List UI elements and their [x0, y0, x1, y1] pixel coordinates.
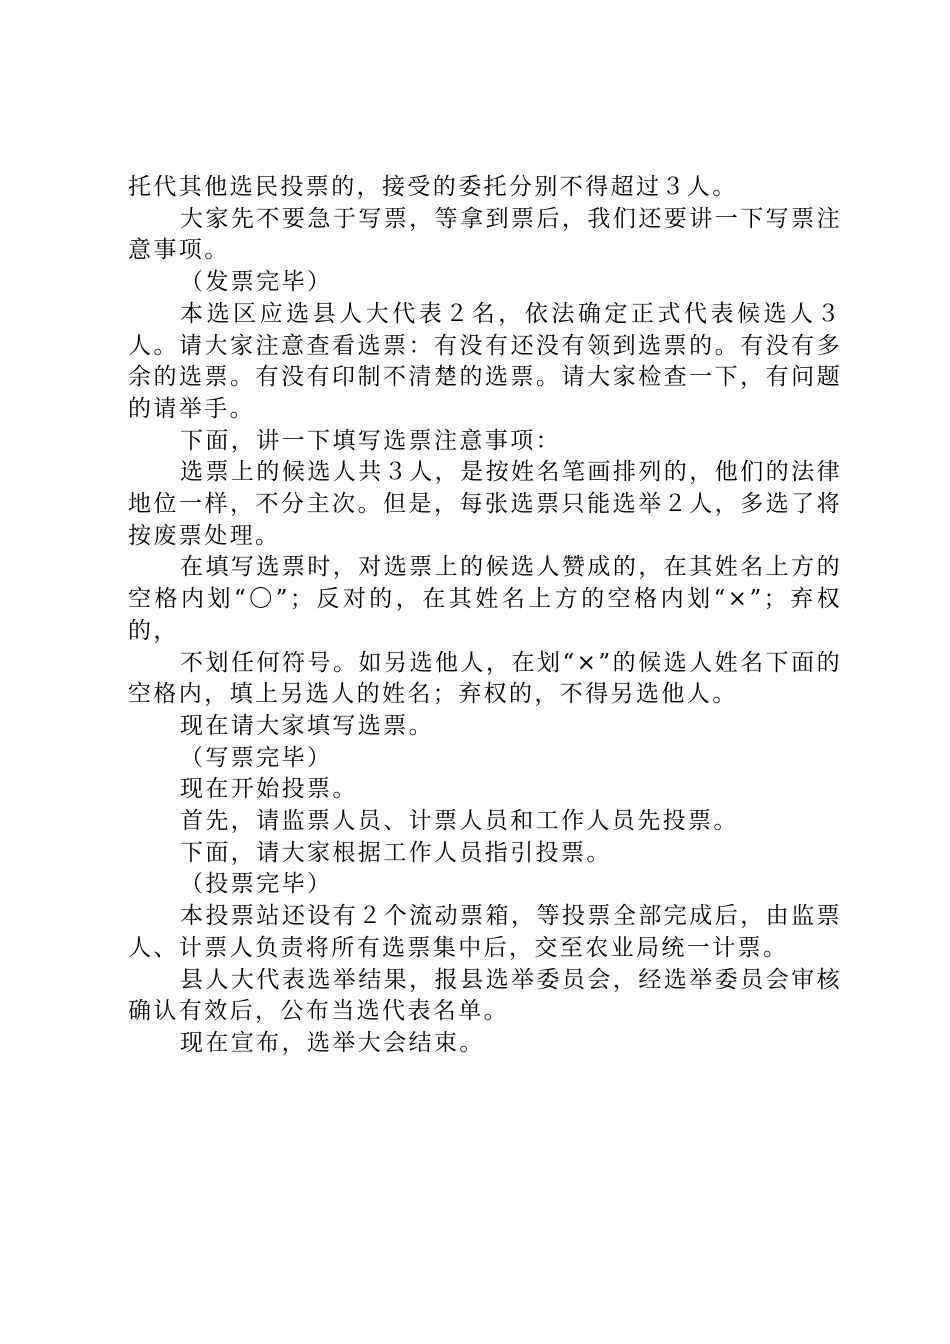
paragraph-8: 不划任何符号。如另选他人，在划“×”的候选人姓名下面的空格内，填上另选人的姓名；弃权的，不得另选他人。 [128, 649, 842, 708]
paragraph-10: （写票完毕） [180, 744, 333, 771]
paragraph-13: 下面，请大家根据工作人员指引投票。 [180, 839, 612, 866]
paragraph-17: 现在宣布，选举大会结束。 [180, 1029, 485, 1056]
paragraph-3: （发票完毕） [180, 269, 333, 296]
paragraph-11: 现在开始投票。 [180, 776, 358, 803]
paragraph-5: 下面，讲一下填写选票注意事项： [180, 427, 561, 454]
paragraph-15: 本投票站还设有２个流动票箱，等投票全部完成后，由监票人、计票人负责将所有选票集中后，交至农业局统一计票。 [128, 903, 842, 961]
paragraph-14: （投票完毕） [180, 871, 333, 898]
paragraph-12: 首先，请监票人员、计票人员和工作人员先投票。 [180, 808, 739, 835]
paragraph-4: 本选区应选县人大代表２名，依法确定正式代表候选人３人。请大家注意查看选票：有没有还没有领到选票的。有没有多余的选票。有没有印制不清楚的选票。请大家检查一下，有问题的请举手。 [128, 300, 842, 422]
paragraph-16: 县人大代表选举结果，报县选举委员会，经选举委员会审核确认有效后，公布当选代表名单。 [128, 966, 842, 1025]
document-body [128, 172, 842, 1060]
paragraph-6: 选票上的候选人共３人，是按姓名笔画排列的，他们的法律地位一样，不分主次。但是，每张选票只能选举２人，多选了将按废票处理。 [128, 459, 842, 549]
paragraph-1: 托代其他选民投票的，接受的委托分别不得超过３人。 [128, 174, 738, 200]
paragraph-7: 在填写选票时，对选票上的候选人赞成的，在其姓名上方的空格内划“〇”；反对的，在其姓名上方的空格内划“×”；弃权的， [128, 554, 842, 644]
paragraph-9: 现在请大家填写选票。 [180, 712, 434, 739]
paragraph-2: 大家先不要急于写票，等拿到票后，我们还要讲一下写票注意事项。 [128, 205, 842, 264]
